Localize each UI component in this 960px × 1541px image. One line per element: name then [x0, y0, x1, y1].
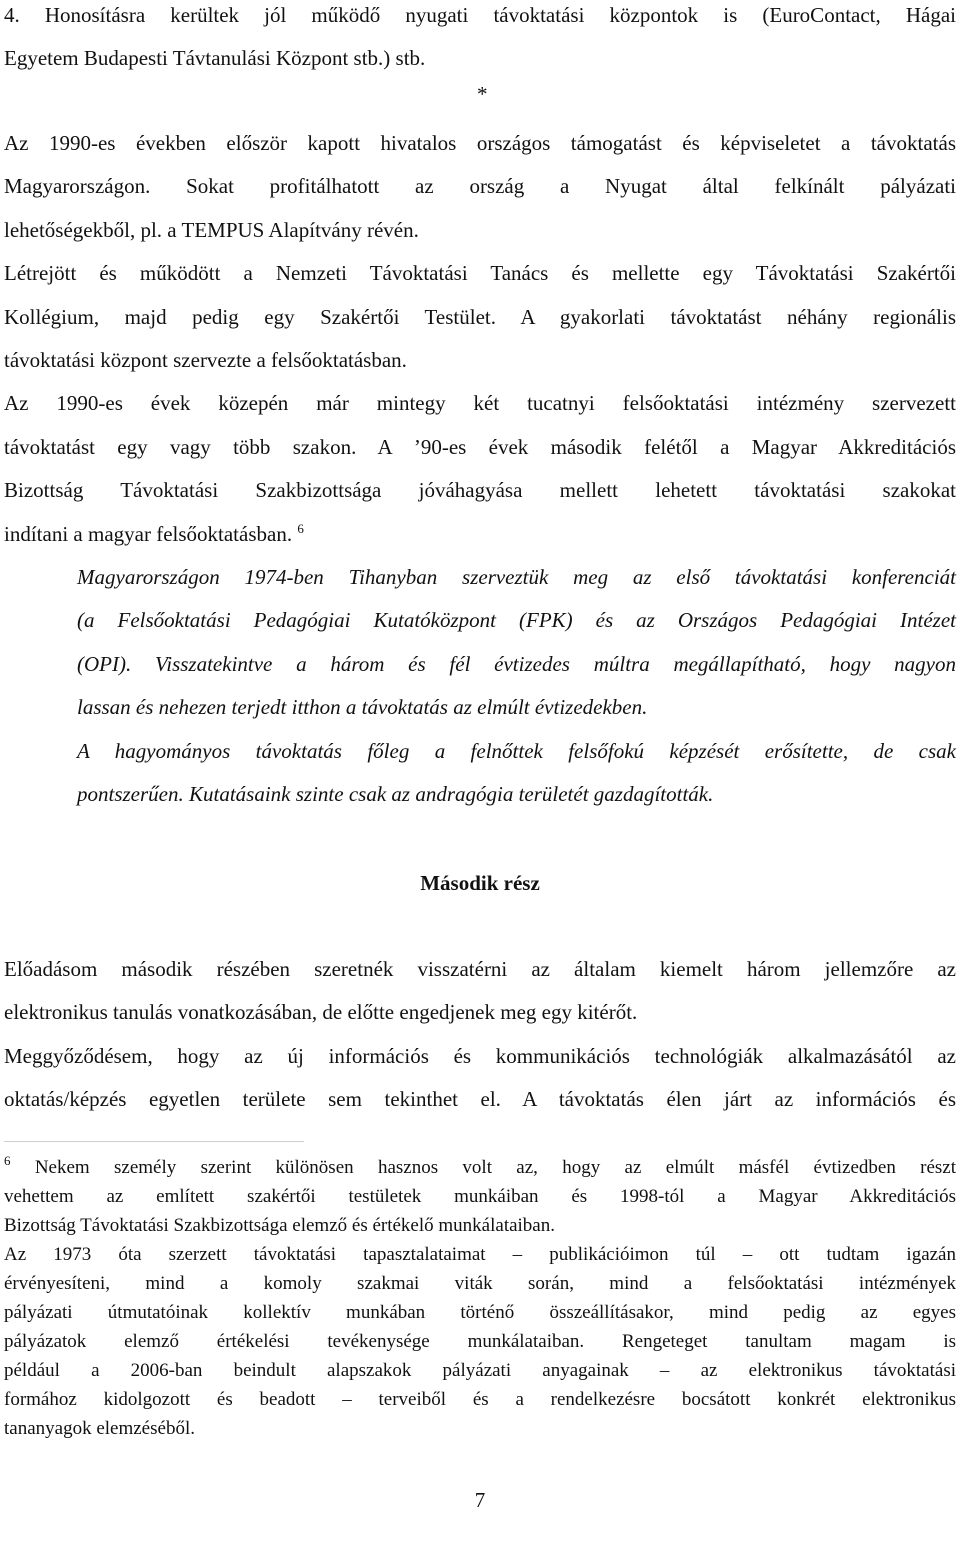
text-line: Az 1990-es évek közepén már mintegy két tucatnyi felsőoktatási intézmény szervezett	[4, 391, 956, 416]
text-line: lehetőségekből, pl. a TEMPUS Alapítvány révén.	[4, 217, 419, 242]
footnote-line: Bizottság Távoktatási Szakbizottsága elemző és értékelő munkálataiban.	[4, 1215, 555, 1236]
italic-line: (a Felsőoktatási Pedagógiai Kutatóközpont (FPK) és az Országos Pedagógiai Intézet	[77, 608, 956, 633]
footnote-line: érvényesíteni, mind a komoly szakmai viták során, mind a felsőoktatási intézmények	[4, 1273, 956, 1294]
text-line: 4. Honosításra kerültek jól működő nyugati távoktatási központok is (EuroContact, Hágai	[4, 3, 956, 27]
text-line: Kollégium, majd pedig egy Szakértői Testület. A gyakorlati távoktatást néhány regionális	[4, 304, 956, 329]
footnote-line: tananyagok elemzéséből.	[4, 1418, 195, 1439]
text-line: Előadásom második részében szeretnék visszatérni az általam kiemelt három jellemzőre az	[4, 957, 956, 981]
footnote-line: vehettem az említett szakértői testületek munkáiban és 1998-tól a Magyar Akkreditációs	[4, 1186, 956, 1207]
body-paragraphs	[4, 122, 956, 556]
text-line: Az 1990-es években először kapott hivatalos országos támogatást és képviseletet a távoktatás	[4, 131, 956, 155]
italic-line: Magyarországon 1974-ben Tihanyban szerveztük meg az első távoktatási konferenciát	[77, 565, 956, 589]
footnote-reference: 6	[297, 520, 304, 536]
text-line: elektronikus tanulás vonatkozásában, de előtte engedjenek meg egy kitérőt.	[4, 1000, 638, 1025]
top-paragraph	[4, 0, 956, 81]
text-line-content: indítani a magyar felsőoktatásban.	[4, 521, 293, 546]
footnote-divider	[4, 1141, 304, 1142]
text-line: Létrejött és működött a Nemzeti Távoktatási Tanács és mellette egy Távoktatási Szakértői	[4, 261, 956, 286]
footnote-line: Az 1973 óta szerzett távoktatási tapasztalataimat – publikációimon túl – ott tudtam igazán	[4, 1244, 956, 1265]
italic-line: pontszerűen. Kutatásaink szinte csak az andragógia területét gazdagították.	[77, 781, 714, 806]
text-line: Bizottság Távoktatási Szakbizottsága jóváhagyása mellett lehetett távoktatási szakokat	[4, 478, 956, 503]
footnote-line: például a 2006-ban beindult alapszakok pályázati anyagainak – az elektronikus távoktatási	[4, 1360, 956, 1381]
footnote-line	[4, 1153, 956, 1182]
text-line: Egyetem Budapesti Távtanulási Központ stb.) stb.	[4, 46, 426, 71]
footnote-line-content: Nekem személy szerint különösen hasznos volt az, hogy az elmúlt másfél évtizedben részt	[34, 1157, 957, 1178]
document-page	[4, 0, 956, 1541]
footnote	[4, 1153, 956, 1443]
text-line: Meggyőződésem, hogy az új információs és kommunikációs technológiák alkalmazásától az	[4, 1043, 956, 1068]
section-heading: Második rész	[420, 871, 540, 895]
page-number: 7	[474, 1488, 486, 1512]
italic-quote	[4, 556, 956, 816]
text-line: távoktatási központ szervezte a felsőoktatásban.	[4, 347, 407, 372]
text-line	[4, 513, 956, 556]
italic-line: A hagyományos távoktatás főleg a felnőttek felsőfokú képzését erősítette, de csak	[77, 738, 956, 763]
footnote-line: pályázati útmutatóinak kollektív munkában történő összeállításakor, mind pedig az egyes	[4, 1302, 956, 1323]
footnote-number: 6	[4, 1153, 11, 1168]
separator-star: *	[477, 82, 488, 106]
text-line: Magyarországon. Sokat profitálhatott az ország a Nyugat által felkínált pályázati	[4, 174, 956, 199]
text-line: oktatás/képzés egyetlen területe sem tekinthet el. A távoktatás élen járt az információs és	[4, 1087, 956, 1112]
footnote-line: pályázatok elemző értékelési tevékenysége munkálataiban. Rengeteget tanultam magam is	[4, 1331, 956, 1352]
text-line: távoktatást egy vagy több szakon. A ’90-es évek második felétől a Magyar Akkreditációs	[4, 434, 956, 459]
second-part-paragraphs	[4, 948, 956, 1122]
italic-line: lassan és nehezen terjedt itthon a távoktatás az elmúlt évtizedekben.	[77, 695, 648, 720]
footnote-line: formához kidolgozott és beadott – terveiből és a rendelkezésre bocsátott konkrét elektronikus	[4, 1389, 956, 1410]
italic-line: (OPI). Visszatekintve a három és fél évtizedes múltra megállapítható, hogy nagyon	[77, 651, 956, 676]
